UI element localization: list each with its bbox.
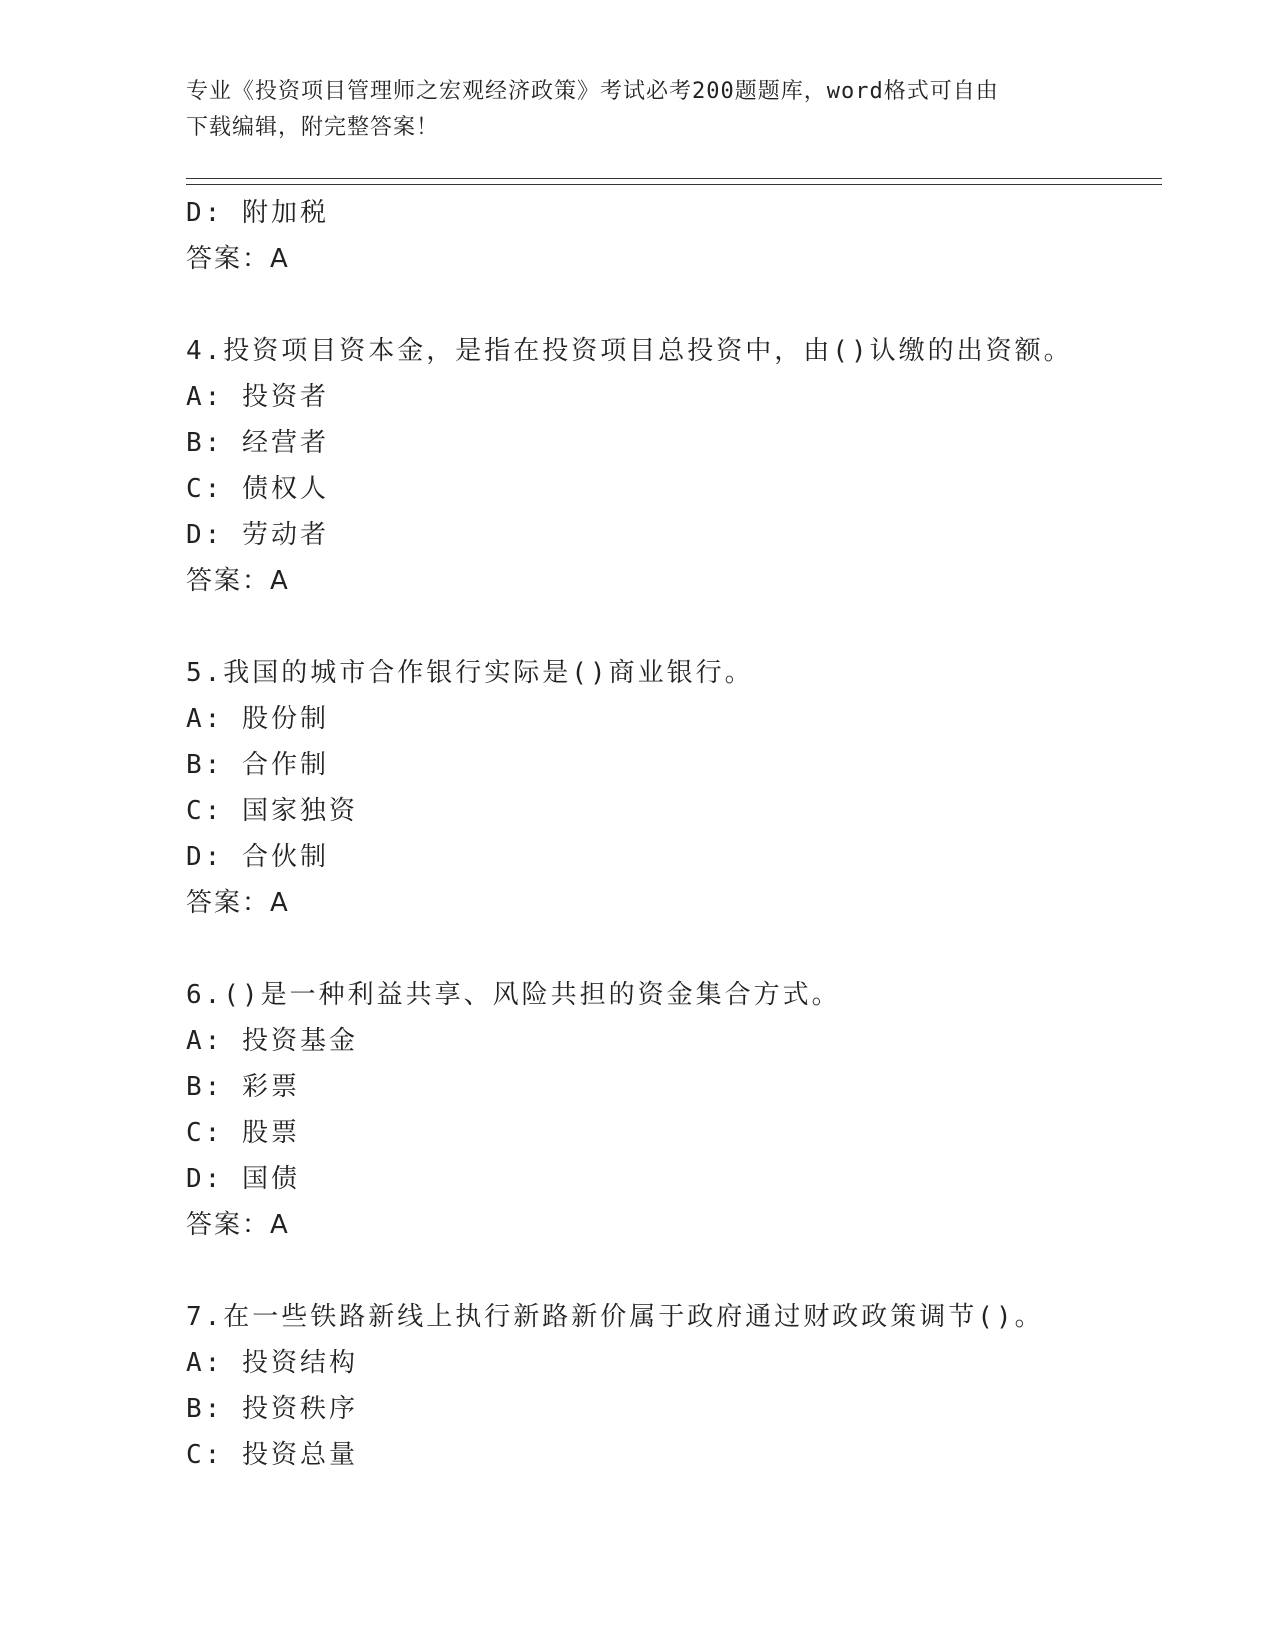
document-header [186, 74, 1086, 146]
header-divider [186, 178, 1162, 185]
question-stem: 7.在一些铁路新线上执行新路新价属于政府通过财政政策调节()。 [186, 1302, 1044, 1332]
option-c: C: 国家独资 [186, 796, 358, 826]
option-d: D: 劳动者 [186, 520, 329, 550]
option-b: B: 彩票 [186, 1072, 300, 1102]
question-stem: 5.我国的城市合作银行实际是()商业银行。 [186, 658, 754, 688]
header-line-1: 专业《投资项目管理师之宏观经济政策》考试必考200题题库，word格式可自由 [186, 79, 999, 104]
header-line-2: 下载编辑，附完整答案！ [186, 115, 440, 140]
option-b: B: 投资秩序 [186, 1394, 358, 1424]
question-stem: 4.投资项目资本金，是指在投资项目总投资中，由()认缴的出资额。 [186, 336, 1073, 366]
answer: 答案：A [186, 888, 290, 918]
question-stem: 6.()是一种利益共享、风险共担的资金集合方式。 [186, 980, 841, 1010]
question-list [186, 190, 1162, 1478]
option-d: D: 国债 [186, 1164, 300, 1194]
answer: 答案：A [186, 244, 290, 274]
option-b: B: 经营者 [186, 428, 329, 458]
option-b: B: 合作制 [186, 750, 329, 780]
option-d: D: 附加税 [186, 198, 329, 228]
option-a: A: 投资者 [186, 382, 329, 412]
answer: 答案：A [186, 566, 290, 596]
answer: 答案：A [186, 1210, 290, 1240]
option-a: A: 投资基金 [186, 1026, 358, 1056]
option-d: D: 合伙制 [186, 842, 329, 872]
option-c: C: 投资总量 [186, 1440, 358, 1470]
option-c: C: 债权人 [186, 474, 329, 504]
option-a: A: 股份制 [186, 704, 329, 734]
option-a: A: 投资结构 [186, 1348, 358, 1378]
option-c: C: 股票 [186, 1118, 300, 1148]
